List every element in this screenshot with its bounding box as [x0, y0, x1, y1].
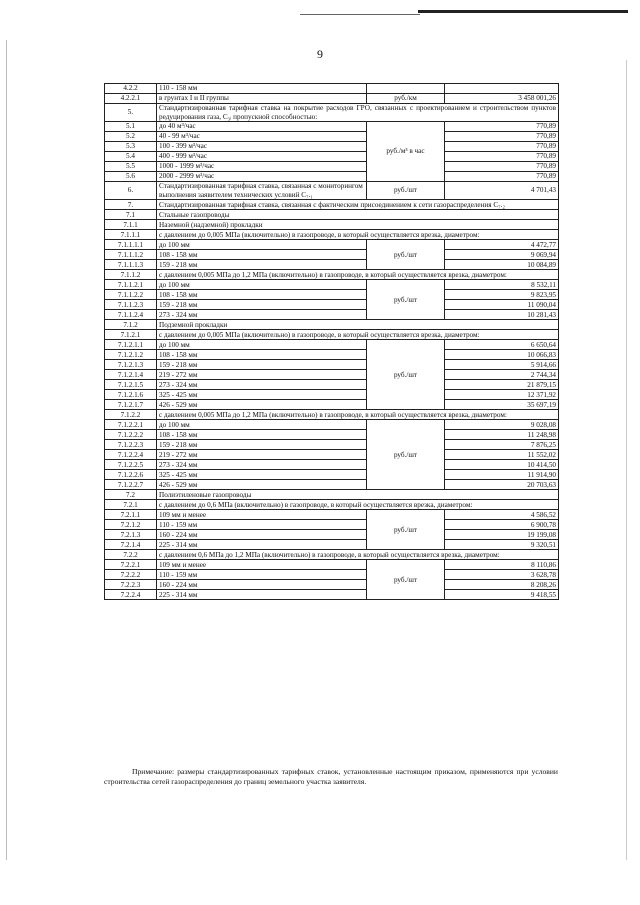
table-row — [105, 220, 559, 230]
tariff-value: 3 458 001,26 — [445, 94, 559, 104]
row-number: 4.2.2.1 — [105, 94, 157, 104]
table-row — [105, 152, 559, 162]
table-row — [105, 430, 559, 440]
tariff-value: 10 084,89 — [445, 260, 559, 270]
row-description: до 100 мм — [157, 240, 367, 250]
table-row — [105, 480, 559, 490]
tariff-value: 770,89 — [445, 122, 559, 132]
table-row — [105, 440, 559, 450]
table-row — [105, 142, 559, 152]
row-description: 109 мм и менее — [157, 560, 367, 570]
tariff-value: 19 199,08 — [445, 530, 559, 540]
row-description: 219 - 272 мм — [157, 370, 367, 380]
row-description: с давлением 0,005 МПа до 1,2 МПа (включительно) в газопроводе, в который осуществляется врезка, диаметром: — [157, 270, 559, 280]
table-row — [105, 300, 559, 310]
scan-edge-right — [626, 60, 627, 860]
table-row — [105, 122, 559, 132]
row-number: 7.1.1.2.2 — [105, 290, 157, 300]
tariff-value: 770,89 — [445, 152, 559, 162]
unit-cell: руб./шт — [367, 510, 445, 550]
tariff-value: 20 703,63 — [445, 480, 559, 490]
table-row — [105, 132, 559, 142]
tariff-value: 11 248,98 — [445, 430, 559, 440]
table-row — [105, 210, 559, 220]
row-number: 7.1.2.2.3 — [105, 440, 157, 450]
table-row — [105, 420, 559, 430]
row-number: 7.1.2.1.6 — [105, 390, 157, 400]
table-row — [105, 530, 559, 540]
row-description: 160 - 224 мм — [157, 530, 367, 540]
row-number: 7.2.2 — [105, 550, 157, 560]
row-number: 7.2.2.1 — [105, 560, 157, 570]
table-row — [105, 330, 559, 340]
tariff-value: 10 414,50 — [445, 460, 559, 470]
tariff-value: 8 110,86 — [445, 560, 559, 570]
row-number: 7.1.1.1.3 — [105, 260, 157, 270]
row-description: 219 - 272 мм — [157, 450, 367, 460]
row-number: 6. — [105, 182, 157, 200]
row-number: 7.2.2.3 — [105, 580, 157, 590]
row-description: с давлением до 0,6 МПа (включительно) в газопроводе, в который осуществляется врезка, диаметром: — [157, 500, 559, 510]
row-number: 7.2.1.2 — [105, 520, 157, 530]
row-description: 159 - 218 мм — [157, 440, 367, 450]
table-row — [105, 260, 559, 270]
tariff-value: 9 069,94 — [445, 250, 559, 260]
unit-cell: руб./шт — [367, 182, 445, 200]
row-number: 7.1.2.2.2 — [105, 430, 157, 440]
unit-cell: руб./шт — [367, 420, 445, 490]
row-number: 7.1.1.2.1 — [105, 280, 157, 290]
table-row — [105, 182, 559, 200]
row-number: 7.1.1.1 — [105, 230, 157, 240]
tariff-value: 4 701,43 — [445, 182, 559, 200]
row-number: 5.2 — [105, 132, 157, 142]
row-description: 108 - 158 мм — [157, 250, 367, 260]
row-number: 7.1.2.1.4 — [105, 370, 157, 380]
row-description: 100 - 399 м³/час — [157, 142, 367, 152]
tariff-value: 770,89 — [445, 132, 559, 142]
footnote: Примечание: размеры стандартизированных тарифных ставок, установленные настоящим приказом, применяются при условии строительства сетей газораспределения до границ земельного участка заявителя. — [104, 767, 558, 786]
unit-cell: руб./км — [367, 94, 445, 104]
tariff-value: 10 066,83 — [445, 350, 559, 360]
row-number: 5.6 — [105, 172, 157, 182]
table-row — [105, 450, 559, 460]
row-number: 5.4 — [105, 152, 157, 162]
row-description: 110 - 159 мм — [157, 570, 367, 580]
row-description: 108 - 158 мм — [157, 430, 367, 440]
unit-cell: руб./м³ в час — [367, 122, 445, 182]
row-number: 7.1.2.1.2 — [105, 350, 157, 360]
table-row — [105, 200, 559, 210]
table-row — [105, 360, 559, 370]
tariff-table-body — [105, 84, 559, 600]
unit-cell: руб./шт — [367, 340, 445, 410]
table-row — [105, 310, 559, 320]
table-row — [105, 510, 559, 520]
row-description: Подземной прокладки — [157, 320, 559, 330]
table-row — [105, 570, 559, 580]
row-description: 108 - 158 мм — [157, 350, 367, 360]
tariff-value: 10 281,43 — [445, 310, 559, 320]
tariff-value: 770,89 — [445, 142, 559, 152]
table-row — [105, 490, 559, 500]
row-description: 110 - 158 мм — [157, 84, 367, 94]
tariff-value: 4 472,77 — [445, 240, 559, 250]
row-description: 325 - 425 мм — [157, 470, 367, 480]
row-number: 4.2.2 — [105, 84, 157, 94]
tariff-value: 11 914,90 — [445, 470, 559, 480]
row-description: 159 - 218 мм — [157, 260, 367, 270]
row-description: в грунтах I и II группы — [157, 94, 367, 104]
row-description: 109 мм и менее — [157, 510, 367, 520]
table-row — [105, 380, 559, 390]
row-number: 7.2.2.2 — [105, 570, 157, 580]
row-number: 5. — [105, 104, 157, 122]
table-row — [105, 400, 559, 410]
row-description: 2000 - 2999 м³/час — [157, 172, 367, 182]
page-number: 9 — [317, 47, 323, 61]
row-number: 7.1.2.2 — [105, 410, 157, 420]
row-number: 7.1.2 — [105, 320, 157, 330]
table-row — [105, 550, 559, 560]
scan-edge-left — [6, 40, 7, 860]
row-description: с давлением 0,005 МПа до 1,2 МПа (включительно) в газопроводе, в который осуществляется врезка, диаметром: — [157, 410, 559, 420]
row-number: 7.1.2.2.1 — [105, 420, 157, 430]
table-row — [105, 320, 559, 330]
row-description: 325 - 425 мм — [157, 390, 367, 400]
row-description: до 100 мм — [157, 420, 367, 430]
tariff-value: 3 628,78 — [445, 570, 559, 580]
row-number: 7.1.2.1.5 — [105, 380, 157, 390]
row-number: 7.1.1.2.3 — [105, 300, 157, 310]
row-number: 7.1.2.2.4 — [105, 450, 157, 460]
tariff-value: 11 090,04 — [445, 300, 559, 310]
table-row — [105, 250, 559, 260]
tariff-value: 8 208,26 — [445, 580, 559, 590]
row-description: 426 - 529 мм — [157, 400, 367, 410]
table-row — [105, 240, 559, 250]
row-number: 7.2.1.1 — [105, 510, 157, 520]
table-row — [105, 540, 559, 550]
row-number: 7.1.2.1 — [105, 330, 157, 340]
table-row — [105, 290, 559, 300]
table-row — [105, 500, 559, 510]
tariff-value: 770,89 — [445, 162, 559, 172]
row-description: 108 - 158 мм — [157, 290, 367, 300]
table-row — [105, 370, 559, 380]
tariff-value: 9 028,08 — [445, 420, 559, 430]
row-description: 400 - 999 м³/час — [157, 152, 367, 162]
table-row — [105, 390, 559, 400]
row-number: 7.2.1.4 — [105, 540, 157, 550]
tariff-value: 2 744,34 — [445, 370, 559, 380]
row-description: до 100 мм — [157, 280, 367, 290]
unit-cell: руб./шт — [367, 560, 445, 600]
row-description: 273 - 324 мм — [157, 380, 367, 390]
row-number: 7.1.2.2.6 — [105, 470, 157, 480]
table-row — [105, 340, 559, 350]
table-row — [105, 104, 559, 122]
row-description: до 100 мм — [157, 340, 367, 350]
table-row — [105, 460, 559, 470]
row-description: Стандартизированная тарифная ставка на покрытие расходов ГРО, связанных с проектированием и строительством пунктов редуцирования газа, C₃ᵢ пропускной способностью: — [157, 104, 559, 122]
row-number: 7.1.2.1.1 — [105, 340, 157, 350]
row-description: 273 - 324 мм — [157, 310, 367, 320]
row-number: 7.1.1.1.1 — [105, 240, 157, 250]
row-number: 7.1.1.2.4 — [105, 310, 157, 320]
tariff-value: 11 552,02 — [445, 450, 559, 460]
row-description: 225 - 314 мм — [157, 540, 367, 550]
row-description: 225 - 314 мм — [157, 590, 367, 600]
top-rule — [418, 10, 628, 13]
table-row — [105, 590, 559, 600]
row-description: 426 - 529 мм — [157, 480, 367, 490]
row-number: 7.2.1 — [105, 500, 157, 510]
row-number: 7.2 — [105, 490, 157, 500]
row-description: Стандартизированная тарифная ставка, связанная с мониторингом выполнения заявителем технических условий C₇.₁ — [157, 182, 367, 200]
tariff-value: 5 914,66 — [445, 360, 559, 370]
row-number: 5.1 — [105, 122, 157, 132]
row-description: Стандартизированная тарифная ставка, связанная с фактическим присоединением к сети газораспределения C₇.₂ — [157, 200, 559, 210]
row-description: Стальные газопроводы — [157, 210, 559, 220]
tariff-value: 35 697,19 — [445, 400, 559, 410]
top-rule-thin — [300, 14, 420, 15]
tariff-table — [104, 83, 559, 600]
row-description: до 40 м³/час — [157, 122, 367, 132]
tariff-value: 12 371,92 — [445, 390, 559, 400]
row-number: 7.1.1 — [105, 220, 157, 230]
row-description: 273 - 324 мм — [157, 460, 367, 470]
table-row — [105, 280, 559, 290]
row-number: 5.3 — [105, 142, 157, 152]
table-row — [105, 94, 559, 104]
tariff-value: 6 650,64 — [445, 340, 559, 350]
unit-cell: руб./шт — [367, 240, 445, 270]
row-description: с давлением до 0,005 МПа (включительно) в газопроводе, в который осуществляется врезка, диаметром: — [157, 230, 559, 240]
row-description: 159 - 218 мм — [157, 360, 367, 370]
table-row — [105, 270, 559, 280]
tariff-value: 9 823,95 — [445, 290, 559, 300]
table-row — [105, 470, 559, 480]
row-description: с давлением до 0,005 МПа (включительно) в газопроводе, в который осуществляется врезка, диаметром: — [157, 330, 559, 340]
row-description: 1000 - 1999 м³/час — [157, 162, 367, 172]
row-number: 7.1.2.1.7 — [105, 400, 157, 410]
row-description: Полиэтиленовые газопроводы — [157, 490, 559, 500]
table-row — [105, 172, 559, 182]
row-description: с давлением 0,6 МПа до 1,2 МПа (включительно) в газопроводе, в который осуществляется врезка, диаметром: — [157, 550, 559, 560]
tariff-value: 6 900,78 — [445, 520, 559, 530]
unit-cell: руб./шт — [367, 280, 445, 320]
tariff-value — [445, 84, 559, 94]
row-number: 7.1.2.2.5 — [105, 460, 157, 470]
row-number: 7. — [105, 200, 157, 210]
row-description: Наземной (надземной) прокладки — [157, 220, 559, 230]
row-number: 5.5 — [105, 162, 157, 172]
tariff-value: 8 532,11 — [445, 280, 559, 290]
table-row — [105, 162, 559, 172]
table-row — [105, 410, 559, 420]
tariff-value: 4 586,52 — [445, 510, 559, 520]
row-number: 7.1.1.1.2 — [105, 250, 157, 260]
row-description: 110 - 159 мм — [157, 520, 367, 530]
row-description: 159 - 218 мм — [157, 300, 367, 310]
table-row — [105, 580, 559, 590]
row-description: 160 - 224 мм — [157, 580, 367, 590]
tariff-value: 770,89 — [445, 172, 559, 182]
row-description: 40 - 99 м³/час — [157, 132, 367, 142]
unit-cell — [367, 84, 445, 94]
table-row — [105, 230, 559, 240]
row-number: 7.1.2.2.7 — [105, 480, 157, 490]
row-number: 7.1.2.1.3 — [105, 360, 157, 370]
tariff-value: 7 876,25 — [445, 440, 559, 450]
table-row — [105, 520, 559, 530]
tariff-value: 9 320,51 — [445, 540, 559, 550]
row-number: 7.1.1.2 — [105, 270, 157, 280]
row-number: 7.2.2.4 — [105, 590, 157, 600]
row-number: 7.1 — [105, 210, 157, 220]
table-row — [105, 350, 559, 360]
table-row — [105, 560, 559, 570]
tariff-value: 9 418,55 — [445, 590, 559, 600]
table-row — [105, 84, 559, 94]
tariff-value: 21 879,15 — [445, 380, 559, 390]
row-number: 7.2.1.3 — [105, 530, 157, 540]
